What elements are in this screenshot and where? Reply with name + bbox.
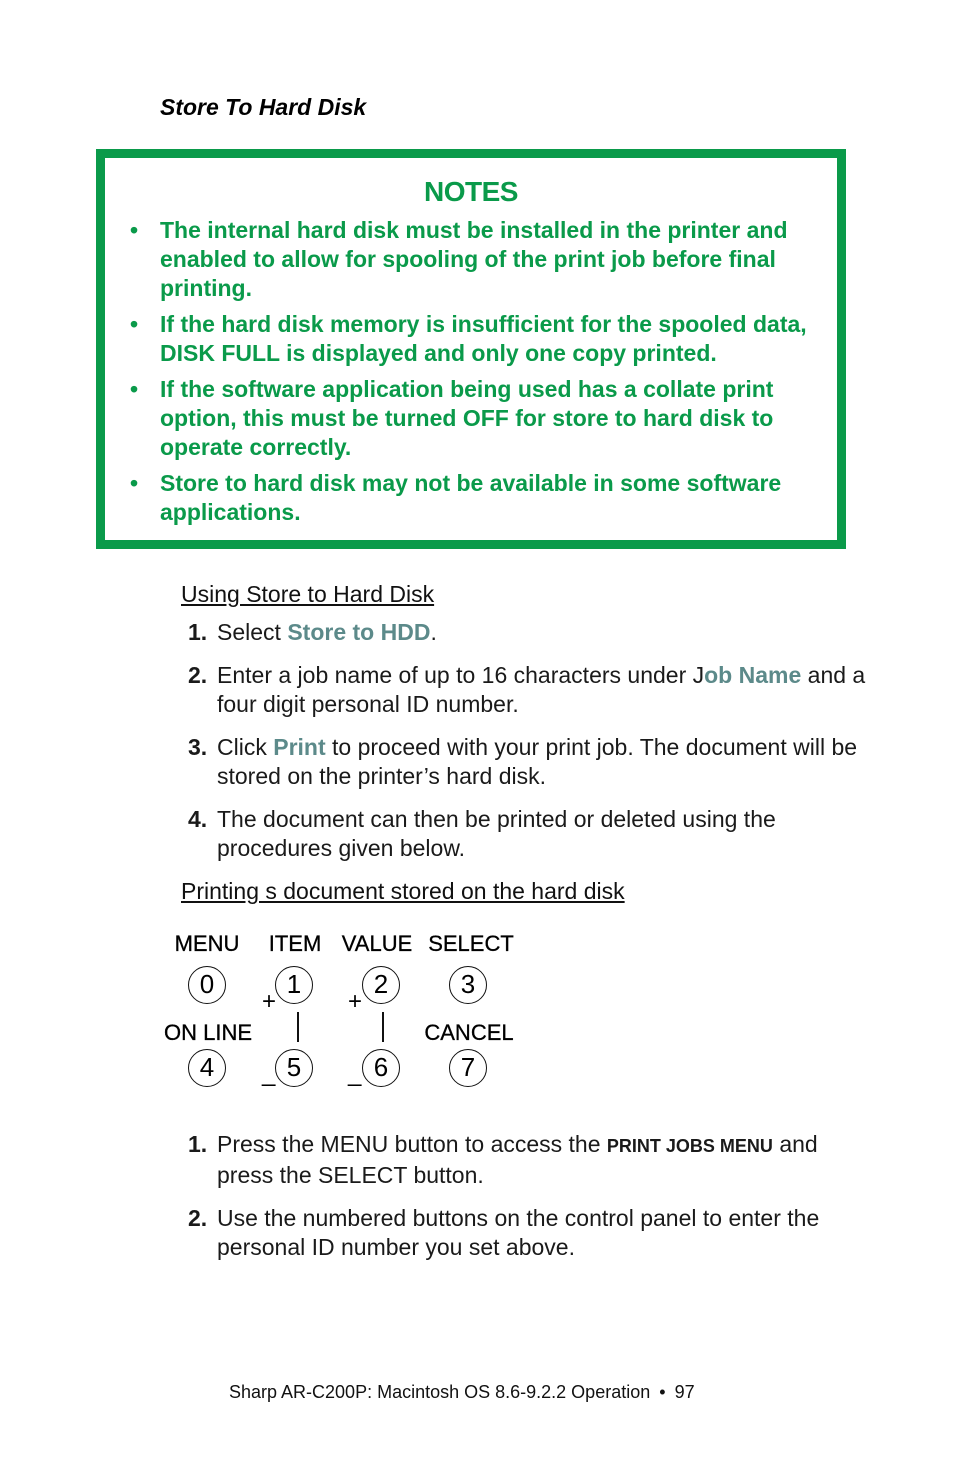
key-1-button[interactable]: 1 — [275, 966, 313, 1004]
key-4-button[interactable]: 4 — [188, 1049, 226, 1087]
page-number: 97 — [674, 1382, 695, 1402]
page-footer — [0, 1382, 954, 1403]
step-number: 2. — [188, 1205, 208, 1231]
select-label: SELECT — [428, 931, 514, 956]
step-number: 2. — [188, 662, 208, 688]
key-3-button[interactable]: 3 — [449, 966, 487, 1004]
list-item — [188, 661, 868, 719]
note-text: Store to hard disk may not be available in some software applications. — [160, 470, 782, 525]
footer-text: Sharp AR-C200P: Macintosh OS 8.6-9.2.2 Operation — [229, 1382, 651, 1402]
step-number: 1. — [188, 1131, 208, 1157]
minus-icon: _ — [262, 1060, 276, 1087]
step-text: Select — [217, 619, 288, 645]
step-text: and a four digit personal ID number. — [217, 662, 866, 717]
key-0-button[interactable]: 0 — [188, 966, 226, 1004]
connector-line — [382, 1012, 384, 1042]
key-2-button[interactable]: 2 — [362, 966, 400, 1004]
menu-label: MENU — [174, 931, 240, 956]
using-steps — [188, 618, 868, 863]
ui-term: Store to HDD — [287, 619, 431, 645]
step-number: 4. — [188, 806, 208, 832]
step-text: Use the numbered buttons on the control panel to enter the personal ID number you set above. — [217, 1205, 820, 1260]
list-item — [123, 216, 813, 303]
key-5-button[interactable]: 5 — [275, 1049, 313, 1087]
key-6-button[interactable]: 6 — [362, 1049, 400, 1087]
step-text: to proceed with your print job. The document will be stored on the printer’s hard disk. — [217, 734, 858, 789]
bullet-icon: • — [130, 217, 139, 243]
printing-steps — [188, 1130, 868, 1262]
using-heading: Using Store to Hard Disk — [181, 581, 435, 607]
list-item — [188, 618, 868, 647]
step-text: The document can then be printed or deleted using the procedures given below. — [217, 806, 776, 861]
ui-term: Print — [273, 734, 326, 760]
bullet-icon: • — [130, 376, 139, 402]
list-item — [123, 375, 813, 462]
notes-heading: NOTES — [424, 176, 518, 207]
item-label: ITEM — [268, 931, 322, 956]
step-text: Enter a job name of up to 16 characters under J — [217, 662, 705, 688]
list-item — [188, 1130, 868, 1190]
step-text: . — [430, 619, 437, 645]
notes-list — [123, 216, 813, 534]
ui-term: ob Name — [704, 662, 802, 688]
note-text: The internal hard disk must be installed in the printer and enabled to allow for spooling of the print job before final printing. — [160, 217, 788, 301]
step-number: 1. — [188, 619, 208, 645]
list-item — [188, 805, 868, 863]
bullet-icon: • — [130, 311, 139, 337]
list-item — [123, 469, 813, 527]
menu-term: PRINT JOBS MENU — [606, 1136, 773, 1156]
cancel-label: CANCEL — [424, 1020, 514, 1045]
list-item — [188, 1204, 868, 1262]
notes-box — [96, 149, 846, 549]
step-text: Press the MENU button to access the — [217, 1131, 607, 1157]
list-item — [123, 310, 813, 368]
step-text: Click — [217, 734, 274, 760]
section-title: Store To Hard Disk — [160, 94, 367, 120]
note-text: If the software application being used has a collate print option, this must be turned OFF for store to hard disk to operate correctly. — [160, 376, 774, 460]
key-7-button[interactable]: 7 — [449, 1049, 487, 1087]
value-label: VALUE — [341, 931, 413, 956]
plus-icon: + — [262, 988, 277, 1015]
footer-separator: • — [659, 1382, 666, 1402]
step-text: and press the SELECT button. — [217, 1131, 818, 1188]
list-item — [188, 733, 868, 791]
connector-line — [297, 1012, 299, 1042]
minus-icon: _ — [348, 1060, 362, 1087]
plus-icon: + — [348, 988, 363, 1015]
online-label: ON LINE — [163, 1020, 253, 1045]
bullet-icon: • — [130, 470, 139, 496]
step-number: 3. — [188, 734, 208, 760]
printing-heading: Printing s document stored on the hard disk — [181, 878, 625, 904]
note-text: If the hard disk memory is insufficient for the spooled data, DISK FULL is displayed and only one copy printed. — [160, 311, 807, 366]
